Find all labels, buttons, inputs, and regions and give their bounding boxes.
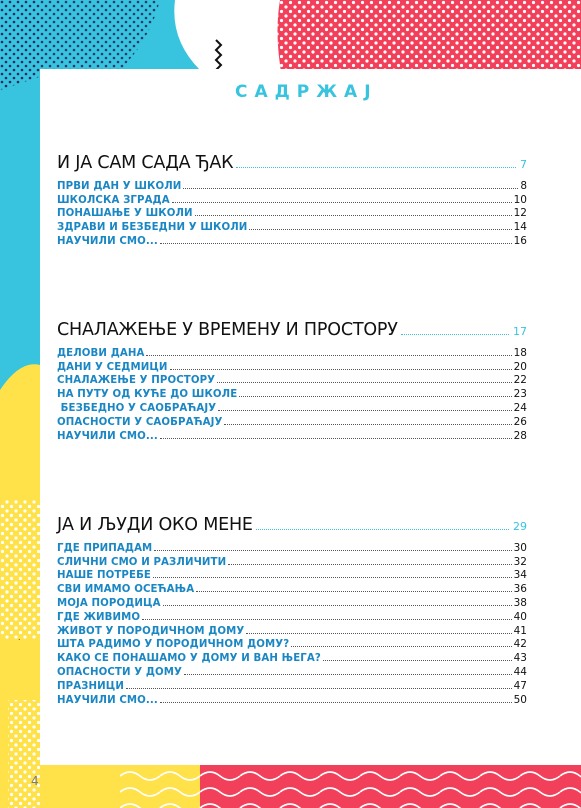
entry-title: КАКО СЕ ПОНАШАМО У ДОМУ И ВАН ЊЕГА? bbox=[57, 653, 321, 665]
entry-page: 30 bbox=[513, 541, 527, 554]
toc-entry[interactable] bbox=[57, 554, 527, 568]
entry-title: ЖИВОТ У ПОРОДИЧНОМ ДОМУ bbox=[57, 625, 245, 637]
chapter-title: СНАЛАЖЕЊЕ У ВРЕМЕНУ И ПРОСТОРУ bbox=[57, 320, 398, 340]
leader-dots bbox=[146, 355, 511, 356]
toc-entry[interactable] bbox=[57, 637, 527, 651]
entry-title: ШКОЛСКА ЗГРАДА bbox=[57, 194, 170, 206]
entry-title: ГДЕ ПРИПАДАМ bbox=[57, 542, 153, 554]
toc-entry[interactable] bbox=[57, 178, 527, 192]
chapter-heading[interactable] bbox=[57, 513, 527, 535]
entry-title: СВИ ИМАМО ОСЕЋАЊА bbox=[57, 584, 195, 596]
entry-page: 34 bbox=[513, 569, 527, 582]
entry-page: 50 bbox=[513, 693, 527, 706]
entry-title: НАШЕ ПОТРЕБЕ bbox=[57, 570, 151, 582]
chapter-heading[interactable] bbox=[57, 151, 527, 173]
toc-entry[interactable] bbox=[57, 233, 527, 247]
entry-page: 42 bbox=[513, 638, 527, 651]
leader-dots bbox=[183, 188, 518, 189]
leader-dots bbox=[239, 396, 511, 397]
leader-dots bbox=[163, 605, 512, 606]
toc-entry[interactable] bbox=[57, 345, 527, 359]
leader-dots bbox=[160, 243, 512, 244]
leader-dots bbox=[160, 702, 512, 703]
toc-entry[interactable] bbox=[57, 359, 527, 373]
chapter-items bbox=[57, 345, 527, 442]
leader-dots bbox=[217, 382, 511, 383]
entry-title: ОПАСНОСТИ У ДОМУ bbox=[57, 666, 182, 678]
entry-page: 36 bbox=[513, 583, 527, 596]
toc-entry[interactable] bbox=[57, 664, 527, 678]
chapter-items bbox=[57, 540, 527, 706]
chapter-items bbox=[57, 178, 527, 247]
leader-dots bbox=[228, 564, 511, 565]
entry-title: ПРАЗНИЦИ bbox=[57, 680, 124, 692]
entry-page: 10 bbox=[513, 193, 527, 206]
chapter-3 bbox=[57, 513, 527, 706]
leader-dots bbox=[246, 633, 511, 634]
leader-dots bbox=[153, 577, 512, 578]
toc-entry[interactable] bbox=[57, 650, 527, 664]
toc-entry[interactable] bbox=[57, 692, 527, 706]
entry-title: ГДЕ ЖИВИМО bbox=[57, 611, 141, 623]
leader-dots bbox=[224, 424, 511, 425]
chapter-page: 29 bbox=[513, 520, 527, 533]
toc-entry[interactable] bbox=[57, 400, 527, 414]
toc-entry[interactable] bbox=[57, 540, 527, 554]
entry-title: ШТА РАДИМО У ПОРОДИЧНОМ ДОМУ? bbox=[57, 639, 290, 651]
chapter-title: ЈА И ЉУДИ ОКО МЕНЕ bbox=[57, 515, 253, 535]
entry-title: ПОНАШАЊЕ У ШКОЛИ bbox=[57, 208, 193, 220]
entry-title: НАУЧИЛИ СМО... bbox=[57, 430, 158, 442]
entry-page: 8 bbox=[520, 179, 527, 192]
leader-dots bbox=[172, 202, 512, 203]
leader-dots bbox=[160, 438, 512, 439]
leader-dots bbox=[170, 369, 512, 370]
leader-dots bbox=[218, 410, 511, 411]
entry-page: 16 bbox=[513, 234, 527, 247]
entry-page: 18 bbox=[513, 346, 527, 359]
toc-entry[interactable] bbox=[57, 206, 527, 220]
entry-title: БЕЗБЕДНО У САОБРАЋАЈУ bbox=[57, 402, 217, 414]
entry-page: 43 bbox=[513, 652, 527, 665]
entry-page: 41 bbox=[513, 624, 527, 637]
entry-title: ДЕЛОВИ ДАНА bbox=[57, 347, 145, 359]
entry-title: НА ПУТУ ОД КУЋЕ ДО ШКОЛЕ bbox=[57, 389, 238, 401]
chapter-title: И ЈА САМ САДА ЂАК bbox=[57, 153, 234, 173]
page-title: САДРЖАЈ bbox=[235, 82, 378, 102]
leader-dots bbox=[154, 550, 511, 551]
entry-page: 20 bbox=[513, 360, 527, 373]
chapter-page: 7 bbox=[520, 158, 527, 171]
toc-entry[interactable] bbox=[57, 609, 527, 623]
entry-title: ЗДРАВИ И БЕЗБЕДНИ У ШКОЛИ bbox=[57, 222, 248, 234]
leader-dots bbox=[249, 229, 511, 230]
entry-title: СНАЛАЖЕЊЕ У ПРОСТОРУ bbox=[57, 375, 216, 387]
entry-title: СЛИЧНИ СМО И РАЗЛИЧИТИ bbox=[57, 556, 227, 568]
entry-title: ОПАСНОСТИ У САОБРАЋАЈУ bbox=[57, 416, 223, 428]
entry-page: 44 bbox=[513, 665, 527, 678]
chapter-2 bbox=[57, 318, 527, 442]
page-number: 4 bbox=[31, 774, 39, 788]
entry-page: 28 bbox=[513, 429, 527, 442]
leader-dots bbox=[256, 529, 509, 530]
toc-entry[interactable] bbox=[57, 568, 527, 582]
entry-page: 12 bbox=[513, 207, 527, 220]
chapter-heading[interactable] bbox=[57, 318, 527, 340]
leader-dots bbox=[184, 674, 512, 675]
entry-title: НАУЧИЛИ СМО... bbox=[57, 694, 158, 706]
toc-entry[interactable] bbox=[57, 386, 527, 400]
toc-entry[interactable] bbox=[57, 373, 527, 387]
leader-dots bbox=[401, 334, 509, 335]
toc-entry[interactable] bbox=[57, 623, 527, 637]
toc-entry[interactable] bbox=[57, 192, 527, 206]
leader-dots bbox=[323, 660, 512, 661]
entry-page: 26 bbox=[513, 415, 527, 428]
toc-entry[interactable] bbox=[57, 414, 527, 428]
entry-page: 40 bbox=[513, 610, 527, 623]
toc-entry[interactable] bbox=[57, 219, 527, 233]
leader-dots bbox=[195, 215, 512, 216]
leader-dots bbox=[142, 619, 511, 620]
leader-dots bbox=[196, 591, 511, 592]
entry-title: МОЈА ПОРОДИЦА bbox=[57, 597, 161, 609]
toc-entry[interactable] bbox=[57, 428, 527, 442]
toc-entry[interactable] bbox=[57, 678, 527, 692]
entry-page: 32 bbox=[513, 555, 527, 568]
entry-title: НАУЧИЛИ СМО... bbox=[57, 235, 158, 247]
entry-page: 47 bbox=[513, 679, 527, 692]
toc-entry[interactable] bbox=[57, 581, 527, 595]
leader-dots bbox=[236, 167, 516, 168]
entry-page: 22 bbox=[513, 374, 527, 387]
entry-page: 14 bbox=[513, 221, 527, 234]
entry-page: 24 bbox=[513, 401, 527, 414]
entry-title: ПРВИ ДАН У ШКОЛИ bbox=[57, 180, 182, 192]
chapter-1 bbox=[57, 151, 527, 247]
leader-dots bbox=[291, 646, 511, 647]
leader-dots bbox=[126, 688, 512, 689]
entry-title: ДАНИ У СЕДМИЦИ bbox=[57, 361, 168, 373]
chapter-page: 17 bbox=[513, 325, 527, 338]
toc-entry[interactable] bbox=[57, 595, 527, 609]
entry-page: 38 bbox=[513, 596, 527, 609]
entry-page: 23 bbox=[513, 388, 527, 401]
